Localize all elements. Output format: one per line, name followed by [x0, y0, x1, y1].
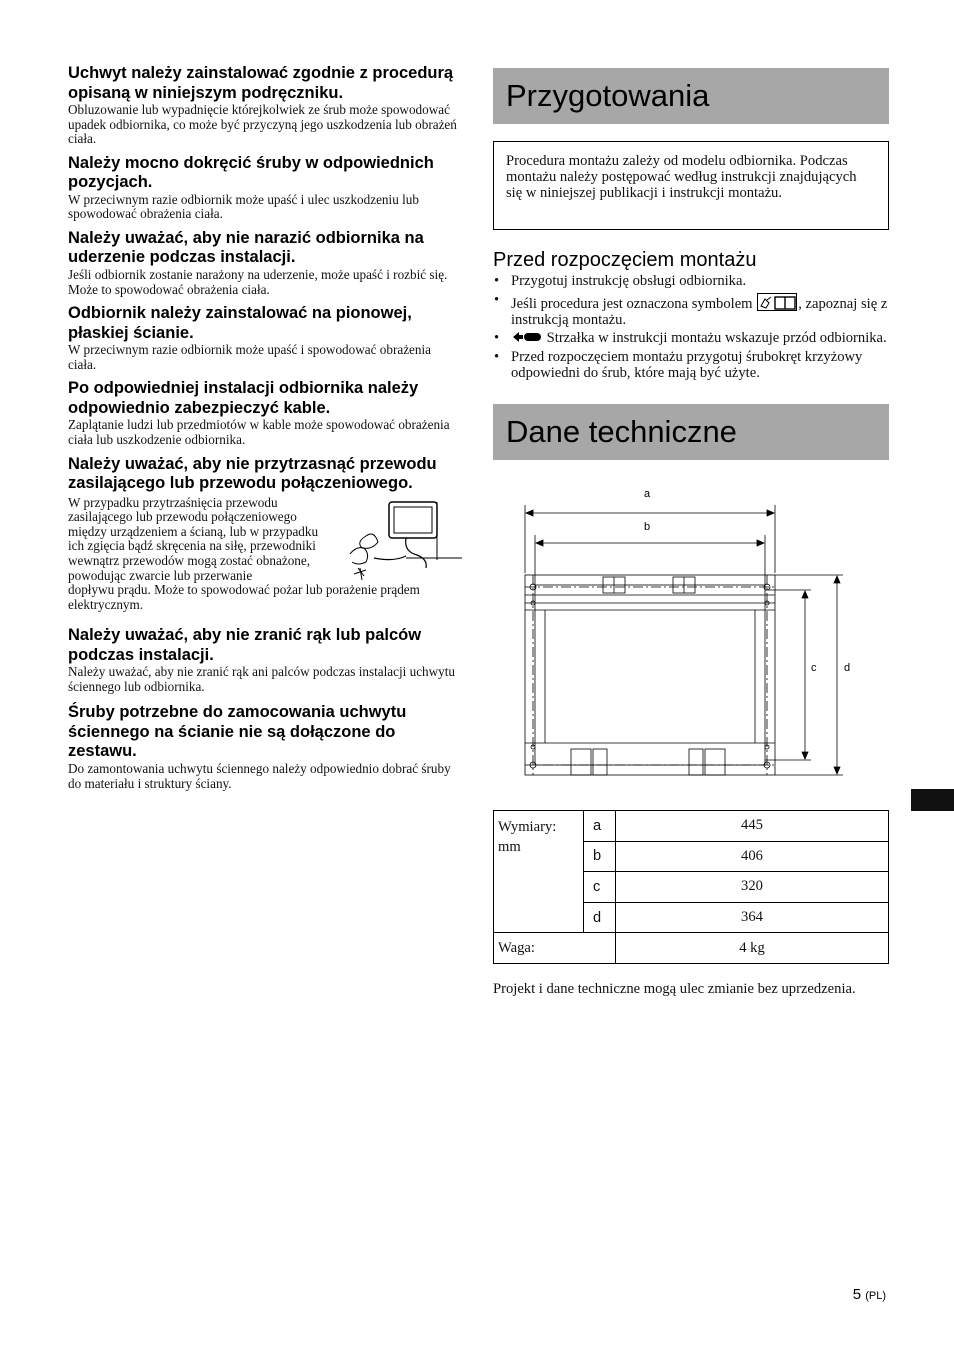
procedure-notice-box: Procedura montażu zależy od modelu odbiornika. Podczas montażu należy postępować według instrukcji znajdujących się w niniejszej publikacji i instrukcji montażu.: [493, 141, 889, 230]
warning-body: Należy uważać, aby nie zranić rąk ani palców podczas instalacji uchwytu ściennego lub odbiornika.: [68, 664, 456, 694]
bracket-drawing: [493, 485, 863, 790]
cable-warning-block: [68, 455, 462, 613]
dimension-letter: a: [584, 811, 616, 842]
preparation-list: [493, 274, 889, 382]
specifications-table: [493, 810, 889, 964]
warning-heading: Należy uważać, aby nie narazić odbiornika na uderzenie podczas instalacji.: [68, 228, 424, 267]
warning-body: Jeśli odbiornik zostanie narażony na uderzenie, może upaść i rozbić się. Może to spowodować obrażenia ciała.: [68, 266, 448, 297]
dimension-label-d: d: [844, 662, 851, 674]
bracket-dimension-diagram: [493, 485, 863, 790]
list-item: [493, 293, 889, 329]
warning-block: [68, 229, 462, 297]
section-tab-marker: [911, 789, 954, 811]
warning-heading: Uchwyt należy zainstalować zgodnie z procedurą opisaną w niniejszym podręczniku.: [68, 64, 454, 102]
manual-reference-icon: [757, 293, 797, 311]
cable-warning-content: [68, 496, 462, 613]
warning-body-continued: dopływu prądu. Może to spowodować pożar lub porażenie prądem elektrycznym.: [68, 582, 420, 612]
tv-cable-illustration-icon: [344, 498, 462, 586]
warning-block: [68, 379, 462, 447]
list-item: [493, 331, 889, 347]
warning-body: W przeciwnym razie odbiornik może upaść i ulec uszkodzeniu lub spowodować obrażenia ciała.: [68, 191, 419, 222]
list-item-text: Jeśli procedura jest oznaczona symbolem: [511, 295, 753, 312]
warning-block: [68, 703, 462, 791]
page-number: [853, 1286, 886, 1303]
dimension-value: 364: [616, 902, 889, 933]
safety-warnings-column: [68, 64, 462, 798]
warning-heading: Śruby potrzebne do zamocowania uchwytu ściennego na ścianie nie są dołączone do zestawu.: [68, 703, 407, 761]
warning-body: Zaplątanie ludzi lub przedmiotów w kable może spowodować obrażenia ciała lub uszkodzenie odbiornika.: [68, 417, 450, 447]
spec-change-footnote: Projekt i dane techniczne mogą ulec zmianie bez uprzedzenia.: [493, 981, 856, 997]
dimension-label-c: c: [811, 662, 817, 674]
warning-heading: Należy mocno dokręcić śruby w odpowiednich pozycjach.: [68, 153, 434, 192]
list-item-text: Strzałka w instrukcji montażu wskazuje przód odbiornika.: [546, 330, 887, 347]
dimensions-label-cell: Wymiary: mm: [494, 811, 584, 933]
warning-heading: Po odpowiedniej instalacji odbiornika należy odpowiednio zabezpieczyć kable.: [68, 379, 419, 417]
dimension-letter: c: [584, 872, 616, 903]
dimension-letter: b: [584, 841, 616, 872]
front-arrow-icon: [511, 331, 543, 343]
section-title-preparation: Przygotowania: [493, 68, 889, 124]
warning-heading: Należy uważać, aby nie przytrzasnąć przewodu zasilającego lub przewodu połączeniowego.: [68, 454, 437, 493]
dimension-value: 406: [616, 841, 889, 872]
weight-value: 4 kg: [616, 933, 889, 964]
before-mounting-heading: Przed rozpoczęciem montażu: [493, 249, 757, 271]
warning-block: [68, 626, 462, 694]
list-item-text: , zapoznaj się z instrukcją montażu.: [511, 295, 888, 328]
dimension-label-a: a: [644, 488, 651, 500]
dimension-letter: d: [584, 902, 616, 933]
warning-body: W przypadku przytrzaśnięcia przewodu zasilającego lub przewodu połączeniowego między urządzeniem a ścianą, lub w przypadku ich zgięcia bądź skręcenia na siłę, przewodniki wewnątrz przewodów mogą zostać obnażone, powodując zwarcie lub przerwanie: [68, 494, 319, 583]
warning-heading: Należy uważać, aby nie zranić rąk lub palców podczas instalacji.: [68, 626, 422, 664]
list-item: [493, 274, 889, 290]
list-item-text: Przed rozpoczęciem montażu przygotuj śrubokręt krzyżowy odpowiedni do śrub, które mają być użyte.: [511, 349, 863, 381]
warning-block: [68, 64, 462, 147]
table-row: [494, 811, 889, 842]
list-item-text: Przygotuj instrukcję obsługi odbiornika.: [511, 273, 747, 289]
dimension-label-b: b: [644, 521, 651, 533]
page-number-value: 5: [852, 1286, 862, 1303]
right-column: [493, 68, 889, 460]
page-language: (PL): [865, 1290, 886, 1302]
warning-body: W przeciwnym razie odbiornik może upaść i spowodować obrażenia ciała.: [68, 342, 432, 372]
dimension-value: 320: [616, 872, 889, 903]
warning-block: [68, 154, 462, 222]
warning-heading: Odbiornik należy zainstalować na pionowej, płaskiej ścianie.: [68, 304, 412, 342]
section-title-specifications: Dane techniczne: [493, 404, 889, 460]
warning-block: [68, 304, 462, 372]
table-row: [494, 933, 889, 964]
weight-label-cell: Waga:: [494, 933, 616, 964]
warning-body: Do zamontowania uchwytu ściennego należy odpowiednio dobrać śruby do materiału i struktury ściany.: [68, 760, 451, 791]
list-item: [493, 350, 889, 382]
warning-body: Obluzowanie lub wypadnięcie którejkolwiek ze śrub może spowodować upadek odbiornika, co może być przyczyną jego uszkodzenia lub obrażeń ciała.: [68, 102, 457, 147]
dimension-value: 445: [616, 811, 889, 842]
